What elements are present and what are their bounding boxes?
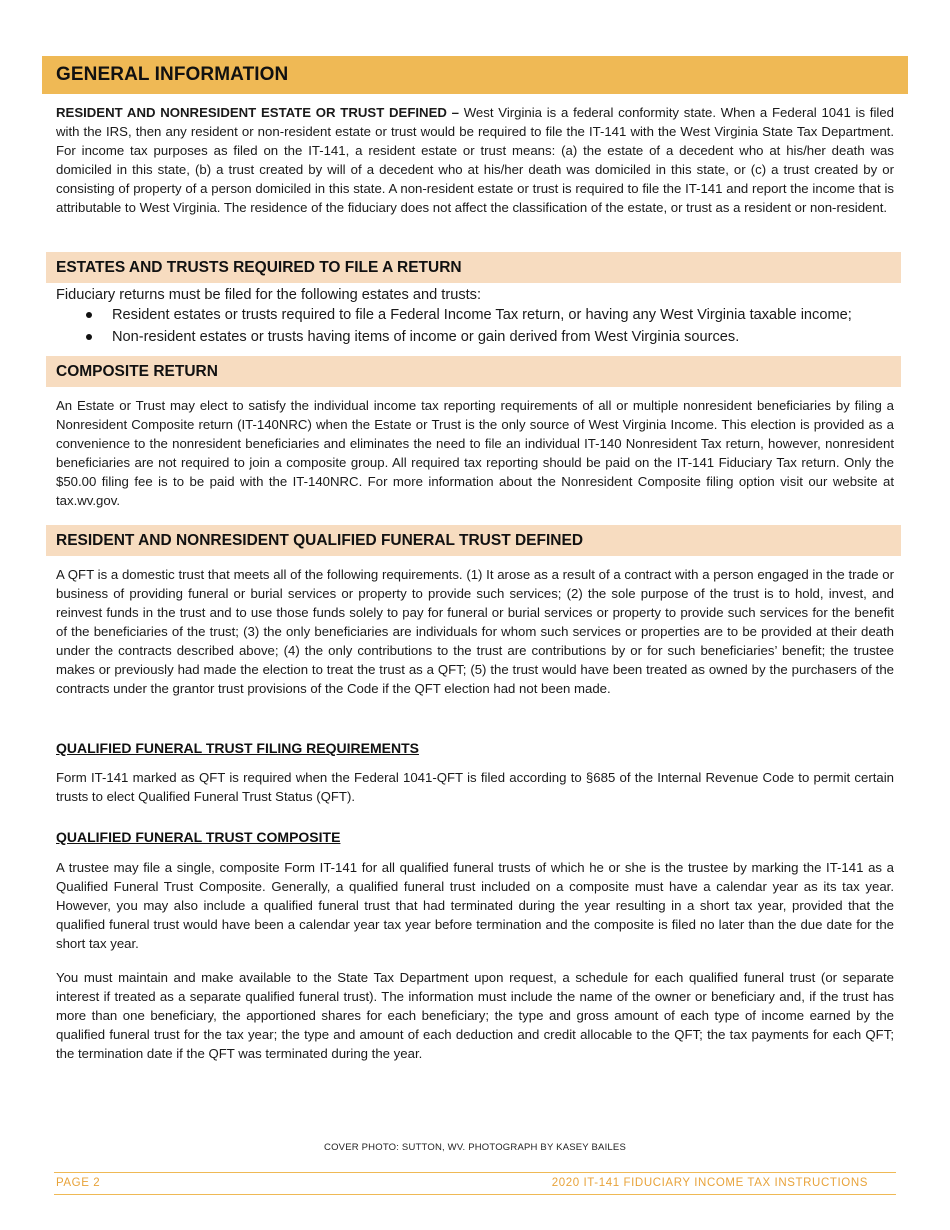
qft-defined-heading: RESIDENT AND NONRESIDENT QUALIFIED FUNERAL TRUST DEFINED: [56, 531, 584, 549]
bullet-icon: [86, 312, 92, 318]
required-to-file-intro: Fiduciary returns must be filed for the following estates and trusts:: [56, 287, 482, 303]
qft-composite-heading: QUALIFIED FUNERAL TRUST COMPOSITE: [56, 829, 341, 845]
resident-defined-paragraph: [56, 103, 894, 217]
general-information-banner: [42, 56, 908, 94]
required-to-file-heading: ESTATES AND TRUSTS REQUIRED TO FILE A RETURN: [56, 258, 462, 276]
list-item: [56, 326, 906, 348]
qft-defined-body: A QFT is a domestic trust that meets all of the following requirements. (1) It arose as a result of a contract with a person engaged in the trade or business of providing funeral or burial services or property to provide such services; (2) the sole purpose of the trust is to hold, invest, and reinvest funds in the trust and to use those funds solely to pay for funeral or burial services or property to provide such services for the benefit of the beneficiaries of the trust; (3) the only beneficiaries are individuals for whom such services or properties are to be provided at their death under the contracts described above; (4) the only contributions to the trust are contributions by or for such beneficiaries’ benefit; the trustee makes or previously had made the election to treat the trust as a QFT; (5) the trust would have been treated as owned by the purchasers of the contracts under the grantor trust provisions of the Code if the QFT election had not been made.: [56, 567, 894, 696]
composite-return-body: An Estate or Trust may elect to satisfy the individual income tax reporting requirements of all or multiple nonresident beneficiaries by filing a Nonresident Composite return (IT-140NRC) when the Estate or Trust is the only source of West Virginia Income. This election is provided as a convenience to the nonresident beneficiaries and eliminates the need to file an individual IT-140 Nonresident Tax return, however, nonresident beneficiaries are not required to join a composite group. All required tax reporting should be paid on the IT-141 Fiduciary Tax return. Only the $50.00 filing fee is to be paid with the IT-140NRC. For more information about the Nonresident Composite filing option visit our website at tax.wv.gov.: [56, 398, 894, 508]
composite-return-heading: COMPOSITE RETURN: [56, 362, 218, 380]
footer-document-title: 2020 IT-141 FIDUCIARY INCOME TAX INSTRUCTIONS: [551, 1177, 868, 1189]
resident-defined-body: West Virginia is a federal conformity state. When a Federal 1041 is filed with the IRS, then any resident or non-resident estate or trust would be required to file the IT-141 with the West Virginia State Tax Department. For income tax purposes as filed on the IT-141, a resident estate or trust means: (a) the estate of a decedent who at his/her death was domiciled in this state, (b) a trust created by will of a decedent who at his/her death was domiciled in this state, or (c) a trust created by or consisting of property of a person domiciled in this state. A non-resident estate or trust is required to file the IT-141 and report the income that is attributable to West Virginia. The residence of the fiduciary does not affect the classification of the estate, or trust as a resident or non-resident.: [56, 105, 894, 215]
qft-defined-banner: [46, 525, 901, 556]
qft-composite-body-2: You must maintain and make available to the State Tax Department upon request, a schedule for each qualified funeral trust (or separate interest if treated as a separate qualified funeral trust). The information must include the name of the owner or beneficiary and, if the trust has more than one beneficiary, the apportioned shares for each beneficiary; the type and gross amount of each type of income earned by the qualified funeral trust for the tax year; the type and amount of each deduction and credit allocable to the QFT; the tax payments for each QFT; the termination date if the QFT was terminated during the year.: [56, 970, 894, 1061]
bullet-icon: [86, 334, 92, 340]
qft-composite-body-1: A trustee may file a single, composite Form IT-141 for all qualified funeral trusts of which he or she is the trustee by marking the IT-141 as a Qualified Funeral Trust Composite. Generally, a qualified funeral trust included on a composite must have a calendar year as its tax year. However, you may also include a qualified funeral trust that had terminated during the year resulting in a short tax year, provided that the qualified funeral trust would have been a calendar year tax year before termination and the composite is filed no later than the due date for the short tax year.: [56, 860, 894, 951]
footer-bottom-rule: [54, 1194, 896, 1195]
list-item-text: Non-resident estates or trusts having items of income or gain derived from West Virginia sources.: [112, 329, 740, 345]
required-to-file-list: [56, 304, 906, 348]
composite-return-banner: [46, 356, 901, 387]
cover-photo-credit: COVER PHOTO: SUTTON, WV. PHOTOGRAPH BY KASEY BAILES: [324, 1142, 626, 1153]
resident-defined-lead: RESIDENT AND NONRESIDENT ESTATE OR TRUST DEFINED –: [56, 105, 459, 120]
main-heading: GENERAL INFORMATION: [56, 64, 289, 85]
list-item: [56, 304, 906, 326]
footer-page-number: PAGE 2: [56, 1177, 101, 1189]
qft-filing-body: Form IT-141 marked as QFT is required when the Federal 1041-QFT is filed according to §685 of the Internal Revenue Code to permit certain trusts to elect Qualified Funeral Trust Status (QFT).: [56, 770, 894, 804]
list-item-text: Resident estates or trusts required to file a Federal Income Tax return, or having any West Virginia taxable income;: [112, 307, 852, 323]
footer-top-rule: [54, 1172, 896, 1173]
required-to-file-banner: [46, 252, 901, 283]
qft-filing-heading: QUALIFIED FUNERAL TRUST FILING REQUIREMENTS: [56, 740, 419, 756]
